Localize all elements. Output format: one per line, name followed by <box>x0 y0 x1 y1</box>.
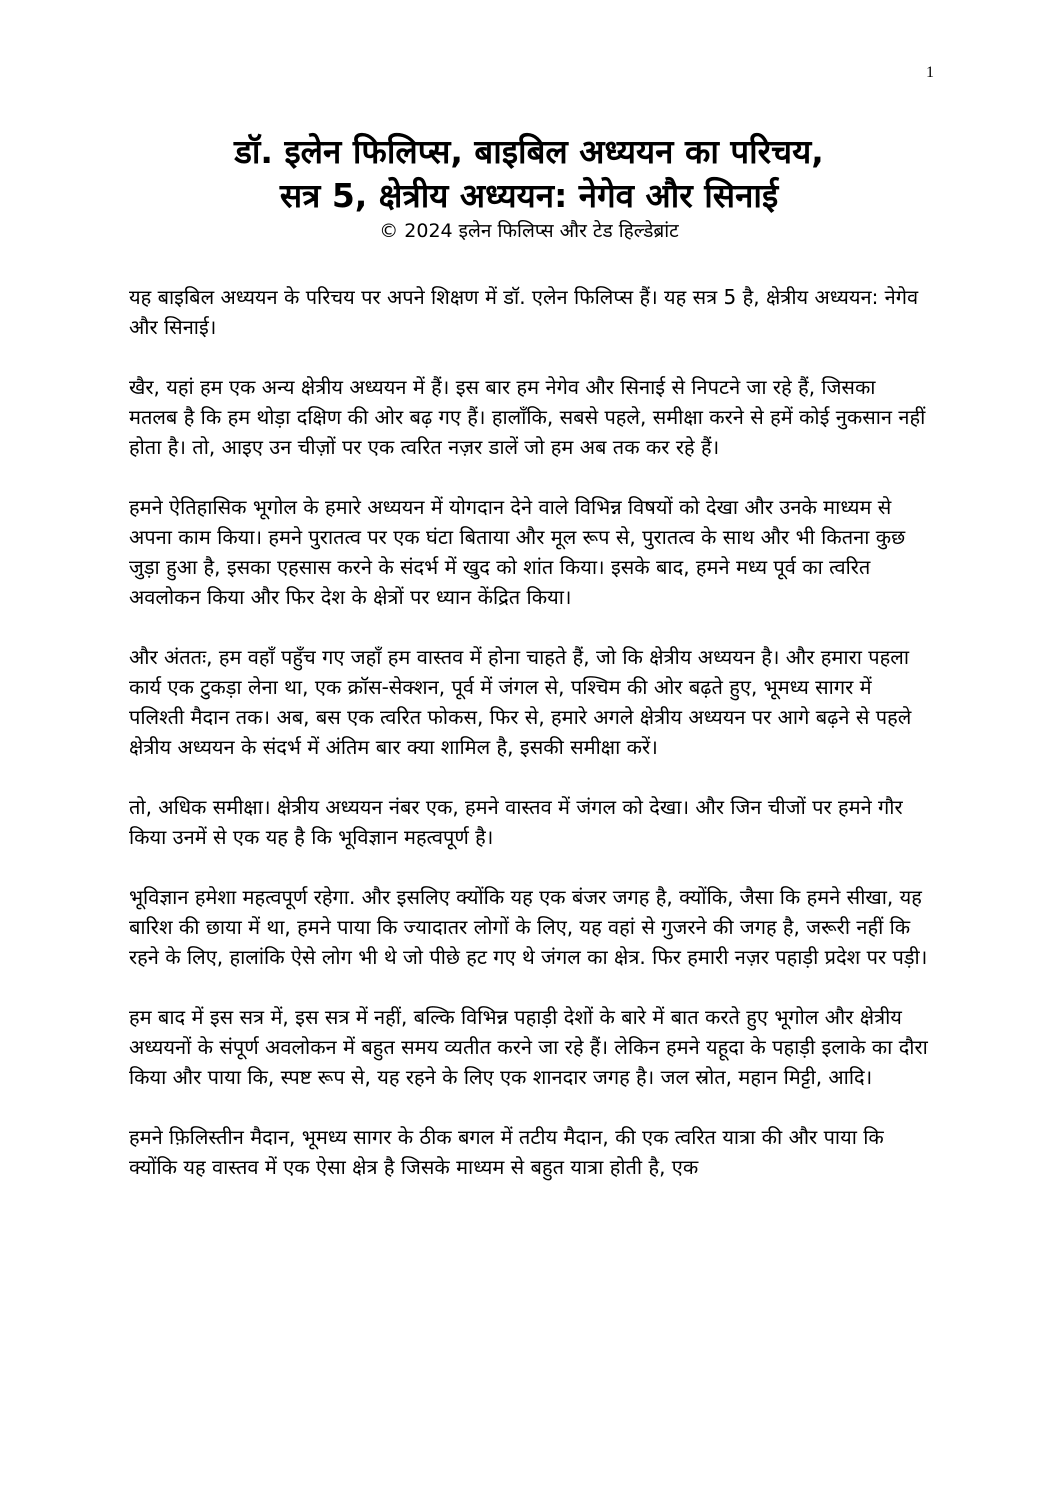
title-line-2: सत्र 5, क्षेत्रीय अध्ययन: नेगेव और सिनाई <box>279 176 779 215</box>
copyright-notice: © 2024 इलेन फिलिप्स और टेड हिल्डेब्रांट <box>379 220 679 242</box>
paragraph-3: हमने ऐतिहासिक भूगोल के हमारे अध्ययन में योगदान देने वाले विभिन्न विषयों को देखा और उनके माध्यम से अपना काम किया। हमने पुरातत्व पर एक घंटा बिताया और मूल रूप से, पुरातत्व के साथ और भी कितना कुछ जुड़ा हुआ है, इसका एहसास करने के संदर्भ में खुद को शांत किया। इसके बाद, हमने मध्य पूर्व का त्वरित अवलोकन किया और फिर देश के क्षेत्रों पर ध्यान केंद्रित किया। <box>129 495 906 609</box>
paragraph-6: भूविज्ञान हमेशा महत्वपूर्ण रहेगा. और इसलिए क्योंकि यह एक बंजर जगह है, क्योंकि, जैसा कि हमने सीखा, यह बारिश की छाया में था, हमने पाया कि ज्यादातर लोगों के लिए, यह वहां से गुजरने की जगह है, जरूरी नहीं कि रहने के लिए, हालांकि ऐसे लोग भी थे जो पीछे हट गए थे जंगल का क्षेत्र. फिर हमारी नज़र पहाड़ी प्रदेश पर पड़ी। <box>129 885 928 969</box>
document-body <box>129 282 929 1212</box>
page-number: 1 <box>926 64 934 81</box>
paragraph-4: और अंततः, हम वहाँ पहुँच गए जहाँ हम वास्तव में होना चाहते हैं, जो कि क्षेत्रीय अध्ययन है। और हमारा पहला कार्य एक टुकड़ा लेना था, एक क्रॉस-सेक्शन, पूर्व में जंगल से, पश्चिम की ओर बढ़ते हुए, भूमध्य सागर में पलिश्ती मैदान तक। अब, बस एक त्वरित फोकस, फिर से, हमारे अगले क्षेत्रीय अध्ययन पर आगे बढ़ने से पहले क्षेत्रीय अध्ययन के संदर्भ में अंतिम बार क्या शामिल है, इसकी समीक्षा करें। <box>129 645 912 759</box>
paragraph-7: हम बाद में इस सत्र में, इस सत्र में नहीं, बल्कि विभिन्न पहाड़ी देशों के बारे में बात करते हुए भूगोल और क्षेत्रीय अध्ययनों के संपूर्ण अवलोकन में बहुत समय व्यतीत करने जा रहे हैं। लेकिन हमने यहूदा के पहाड़ी इलाके का दौरा किया और पाया कि, स्पष्ट रूप से, यह रहने के लिए एक शानदार जगह है। जल स्रोत, महान मिट्टी, आदि। <box>129 1005 928 1089</box>
document-header <box>90 130 968 244</box>
paragraph-2: खैर, यहां हम एक अन्य क्षेत्रीय अध्ययन में हैं। इस बार हम नेगेव और सिनाई से निपटने जा रहे हैं, जिसका मतलब है कि हम थोड़ा दक्षिण की ओर बढ़ गए हैं। हालाँकि, सबसे पहले, समीक्षा करने से हमें कोई नुकसान नहीं होता है। तो, आइए उन चीज़ों पर एक त्वरित नज़र डालें जो हम अब तक कर रहे हैं। <box>129 375 926 459</box>
paragraph-1: यह बाइबिल अध्ययन के परिचय पर अपने शिक्षण में डॉ. एलेन फिलिप्स हैं। यह सत्र 5 है, क्षेत्रीय अध्ययन: नेगेव और सिनाई। <box>129 285 919 339</box>
title-line-1: डॉ. इलेन फिलिप्स, बाइबिल अध्ययन का परिचय, <box>234 132 824 171</box>
paragraph-5: तो, अधिक समीक्षा। क्षेत्रीय अध्ययन नंबर एक, हमने वास्तव में जंगल को देखा। और जिन चीजों पर हमने गौर किया उनमें से एक यह है कि भूविज्ञान महत्वपूर्ण है। <box>129 795 903 849</box>
paragraph-8: हमने फ़िलिस्तीन मैदान, भूमध्य सागर के ठीक बगल में तटीय मैदान, की एक त्वरित यात्रा की और पाया कि क्योंकि यह वास्तव में एक ऐसा क्षेत्र है जिसके माध्यम से बहुत यात्रा होती है, एक <box>129 1125 884 1179</box>
